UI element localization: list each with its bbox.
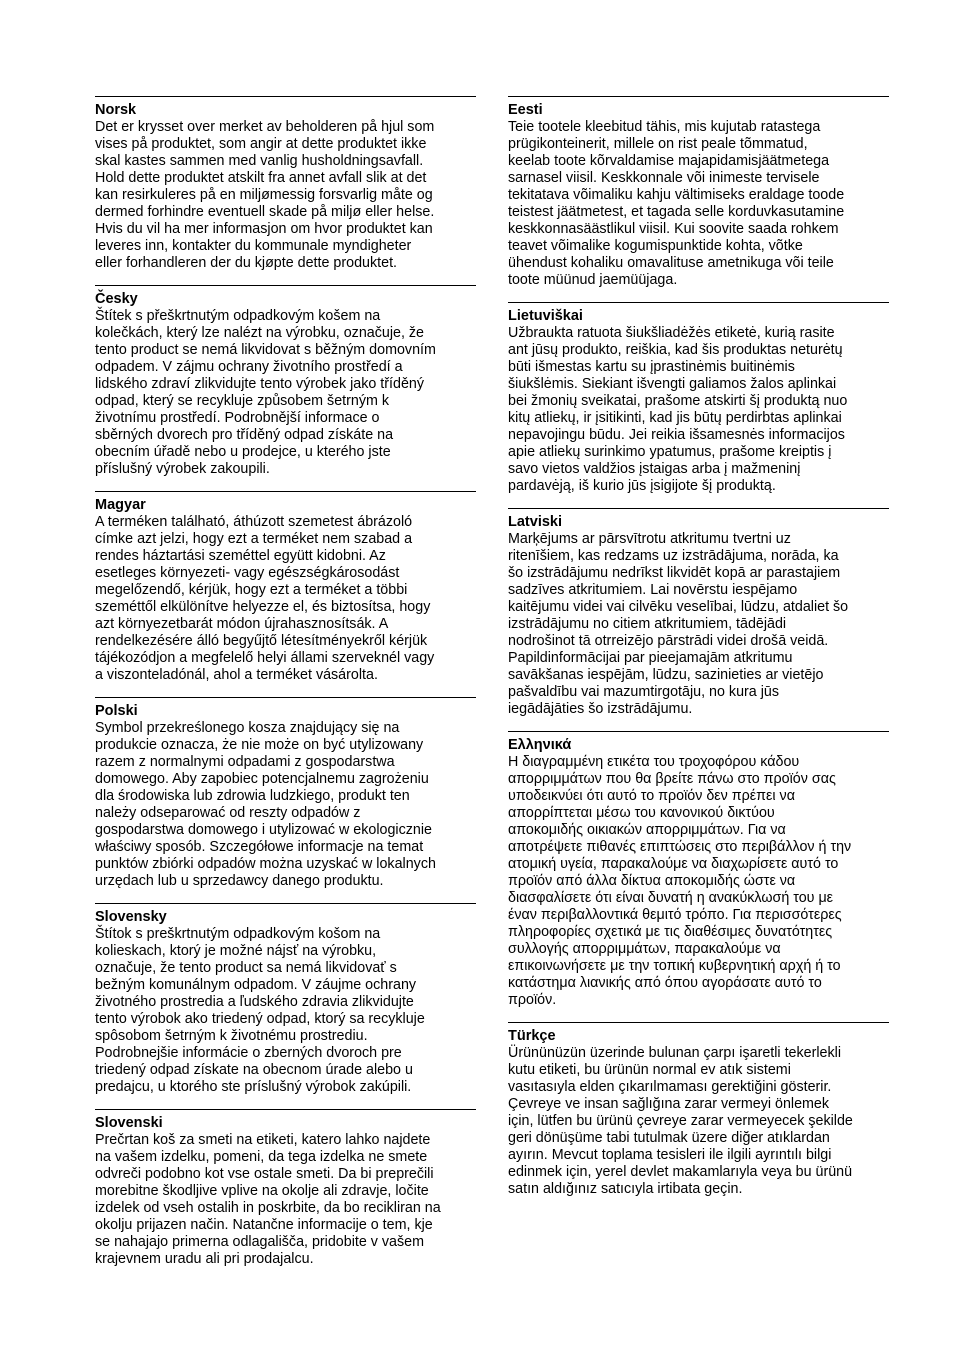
section-text: Prečrtan koš za smeti na etiketi, katero lahko najdete na vašem izdelku, pomeni, da tega izdelka ne smete odvreči podobno kot vse ostale smeti. Da bi preprečili morebitne škodljive vplive na okolje ali zdravje, ločite izdelek od vseh ostalih in poskrbite, da bo recikliran na okolju prijazen način. Natančne informacije o tem, kje se nahajajo primerna odlagališča, pridobite v vašem krajevnem uradu ali pri prodajalcu. xyxy=(95,1132,441,1267)
section-slovensky xyxy=(95,903,476,1096)
section-text: Η διαγραμμένη ετικέτα του τροχοφόρου κάδου απορριμμάτων που θα βρείτε πάνω στο προϊόν σας υποδεικνύει ότι αυτό το προϊόν δεν πρέπει να απορρίπτεται μέσω του κανονικού δικτύου αποκομιδής οικιακών απορριμμάτων. Για να αποτρέψετε πιθανές επιπτώσεις στο περιβάλλον ή την ατομική υγεία, παρακαλούμε να διαχωρίσετε αυτό το προϊόν από άλλα δίκτυα αποκομιδής ώστε να διασφαλίσετε ότι είναι δυνατή η ανακύκλωσή του με έναν περιβαλλοντικά θεμιτό τρόπο. Για περισσότερες πληροφορίες σχετικά με τις διαθέσιμες δυνατότητες συλλογής απορριμμάτων, παρακαλούμε να επικοινωνήσετε με την τοπική κυβερνητική αρχή ή το κατάστημα λιανικής από όπου αγοράσατε αυτό το προϊόν. xyxy=(508,754,852,1008)
section-lietuviskai xyxy=(508,302,889,495)
section-turkce xyxy=(508,1022,889,1198)
section-text: Marķējums ar pārsvītrotu atkritumu tvertni uz ritenīšiem, kas redzams uz izstrādājuma, norāda, ka šo izstrādājumu nedrīkst likvidēt kopā ar parastajiem sadzīves atkritumiem. Lai novērstu iespējamo kaitējumu videi vai cilvēku veselībai, lūdzu, atdaliet šo izstrādājumu no citiem atkritumiem, tādējādi nodrošinot tā otrreizējo pārstrādi videi drošā veidā. Papildinformācijai par pieejamajām atkritumu savākšanas iespējām, lūdzu, sazinieties ar vietējo pašvaldību vai mazumtirgotāju, no kura jūs iegādājāties šo izstrādājumu. xyxy=(508,531,849,717)
section-text: Štítek s přeškrtnutým odpadkovým košem na kolečkách, který lze nalézt na výrobku, označuje, že tento product se nemá likvidovat s běžným domovním odpadem. V zájmu ochrany životního prostředí a lidského zdraví zlikvidujte tento výrobek jako tříděný odpad, který se recykluje způsobem šetrným k životnímu prostředí. Podrobnější informace o sběrných dvorech pro tříděný odpad získáte na obecním úřadě nebo u prodejce, u kterého jste příslušný výrobek zakoupili. xyxy=(95,308,436,477)
section-heading: Norsk xyxy=(95,102,137,118)
section-polski xyxy=(95,697,476,890)
section-text: Ürününüzün üzerinde bulunan çarpı işaretli tekerlekli kutu etiketi, bu ürünün normal ev atık sistemi vasıtasıyla elden çıkarılmaması gerektiğini gösterir. Çevreye ve insan sağlığına zarar vermeyi önlemek için, lütfen bu ürünü çevreye zarar vermeyecek şekilde geri dönüşüme tabi tutulmak üzere diğer atıklardan ayırın. Mevcut toplama tesisleri ile ilgili ayrıntılı bilgi edinmek için, yerel devlet makamlarıyla veya bu ürünü satın aldığınız satıcıyla irtibata geçin. xyxy=(508,1045,853,1197)
section-magyar xyxy=(95,491,476,684)
section-heading: Lietuviškai xyxy=(508,308,583,324)
section-slovenski xyxy=(95,1109,476,1268)
section-text: Užbraukta ratuota šiukšliadėžės etiketė, kurią rasite ant jūsų produkto, reiškia, kad šis produktas neturėtų būti išmestas kartu su įprastinėmis buitinėmis šiukšlėmis. Siekiant išvengti galiamos žalos aplinkai bei žmonių sveikatai, prašome atskirti šį produktą nuo kitų atliekų, ir įsitikinti, kad jis būtų perdirbtas aplinkai nepavojingu būdu. Jei reikia išsamesnės informacijos apie atliekų surinkimo ypatumus, prašome kreiptis į savo vietos valdžios įstaigas arba į mažmeninį pardavėją, iš kurio jūs įsigijote šį produktą. xyxy=(508,325,848,494)
section-heading: Eesti xyxy=(508,102,543,118)
section-heading: Polski xyxy=(95,703,138,719)
section-text: Štítok s preškrtnutým odpadkovým košom na kolieskach, ktorý je možné nájsť na výrobku, označuje, že tento product sa nemá likvidovať s bežným komunálnym odpadom. V záujme ochrany životného prostredia a ľudského zdravia zlikvidujte tento výrobok ako triedený odpad, ktorý sa recykluje spôsobom šetrným k životnému prostrediu. Podrobnejšie informácie o zberných dvoroch pre triedený odpad získate na obecnom úrade alebo u predajcu, u ktorého ste príslušný výrobok zakúpili. xyxy=(95,926,425,1095)
section-text: Symbol przekreślonego kosza znajdujący się na produkcie oznacza, że nie może on być utylizowany razem z normalnymi odpadami z gospodarstwa domowego. Aby zapobiec potencjalnemu zagrożeniu dla środowiska lub zdrowia ludzkiego, produkt ten należy odseparować od reszty odpadów z gospodarstwa domowego i utylizować w ekologicznie właściwy sposób. Szczegółowe informacje na temat punktów zbiórki odpadów można uzyskać w lokalnych urzędach lub u sprzedawcy danego produktu. xyxy=(95,720,436,889)
section-ellinika xyxy=(508,731,889,1009)
section-norsk xyxy=(95,96,476,272)
section-heading: Ελληνικά xyxy=(508,737,572,753)
section-heading: Slovenski xyxy=(95,1115,163,1131)
section-text: A terméken található, áthúzott szemetest ábrázoló címke azt jelzi, hogy ezt a terméket nem szabad a rendes háztartási szeméttel együtt kidobni. Az esetleges környezeti- vagy egészségkárosodást megelőzendő, kérjük, hogy ezt a terméket a többi szeméttől elkülönítve helyezze el, és biztosítsa, hogy azt környezetbarát módon újrahasznosítsák. A rendelkezésére álló begyűjtő létesítményekről kérjük tájékozódjon a megfelelő helyi állami szerveknél vagy a viszonteladónál, ahol a terméket vásárolta. xyxy=(95,514,435,683)
left-column xyxy=(95,96,476,1268)
section-cesky xyxy=(95,285,476,478)
section-text: Teie tootele kleebitud tähis, mis kujutab ratastega prügikonteinerit, millele on rist peale tõmmatud, keelab toote kõrvaldamise majapidamisjäätmetega sarnasel viisil. Keskkonnale või inimeste tervisele tekitatava võimaliku kahju vältimiseks eraldage toode teistest jäätmetest, et tagada selle korduvkasutamine keskkonnasäästlikul viisil. Kui soovite saada rohkem teavet võimalike kogumispunktide kohta, võtke ühendust kohaliku omavalituse ametnikuga või teile toote müünud jaemüüjaga. xyxy=(508,119,845,288)
section-text: Det er krysset over merket av beholderen på hjul som vises på produktet, som angir at dette produktet ikke skal kastes sammen med vanlig husholdningsavfall. Hold dette produktet atskilt fra annet avfall slik at det kan resirkuleres på en miljømessig forsvarlig måte og dermed forhindre eventuell skade på miljø eller helse. Hvis du vil ha mer informasjon om hvor produktet kan leveres inn, kontakter du kommunale myndigheter eller forhandleren der du kjøpte dette produktet. xyxy=(95,119,435,271)
section-heading: Slovensky xyxy=(95,909,167,925)
right-column xyxy=(508,96,889,1198)
section-latviski xyxy=(508,508,889,718)
section-heading: Türkçe xyxy=(508,1028,556,1044)
section-eesti xyxy=(508,96,889,289)
section-heading: Česky xyxy=(95,291,138,307)
section-heading: Magyar xyxy=(95,497,146,513)
section-heading: Latviski xyxy=(508,514,562,530)
